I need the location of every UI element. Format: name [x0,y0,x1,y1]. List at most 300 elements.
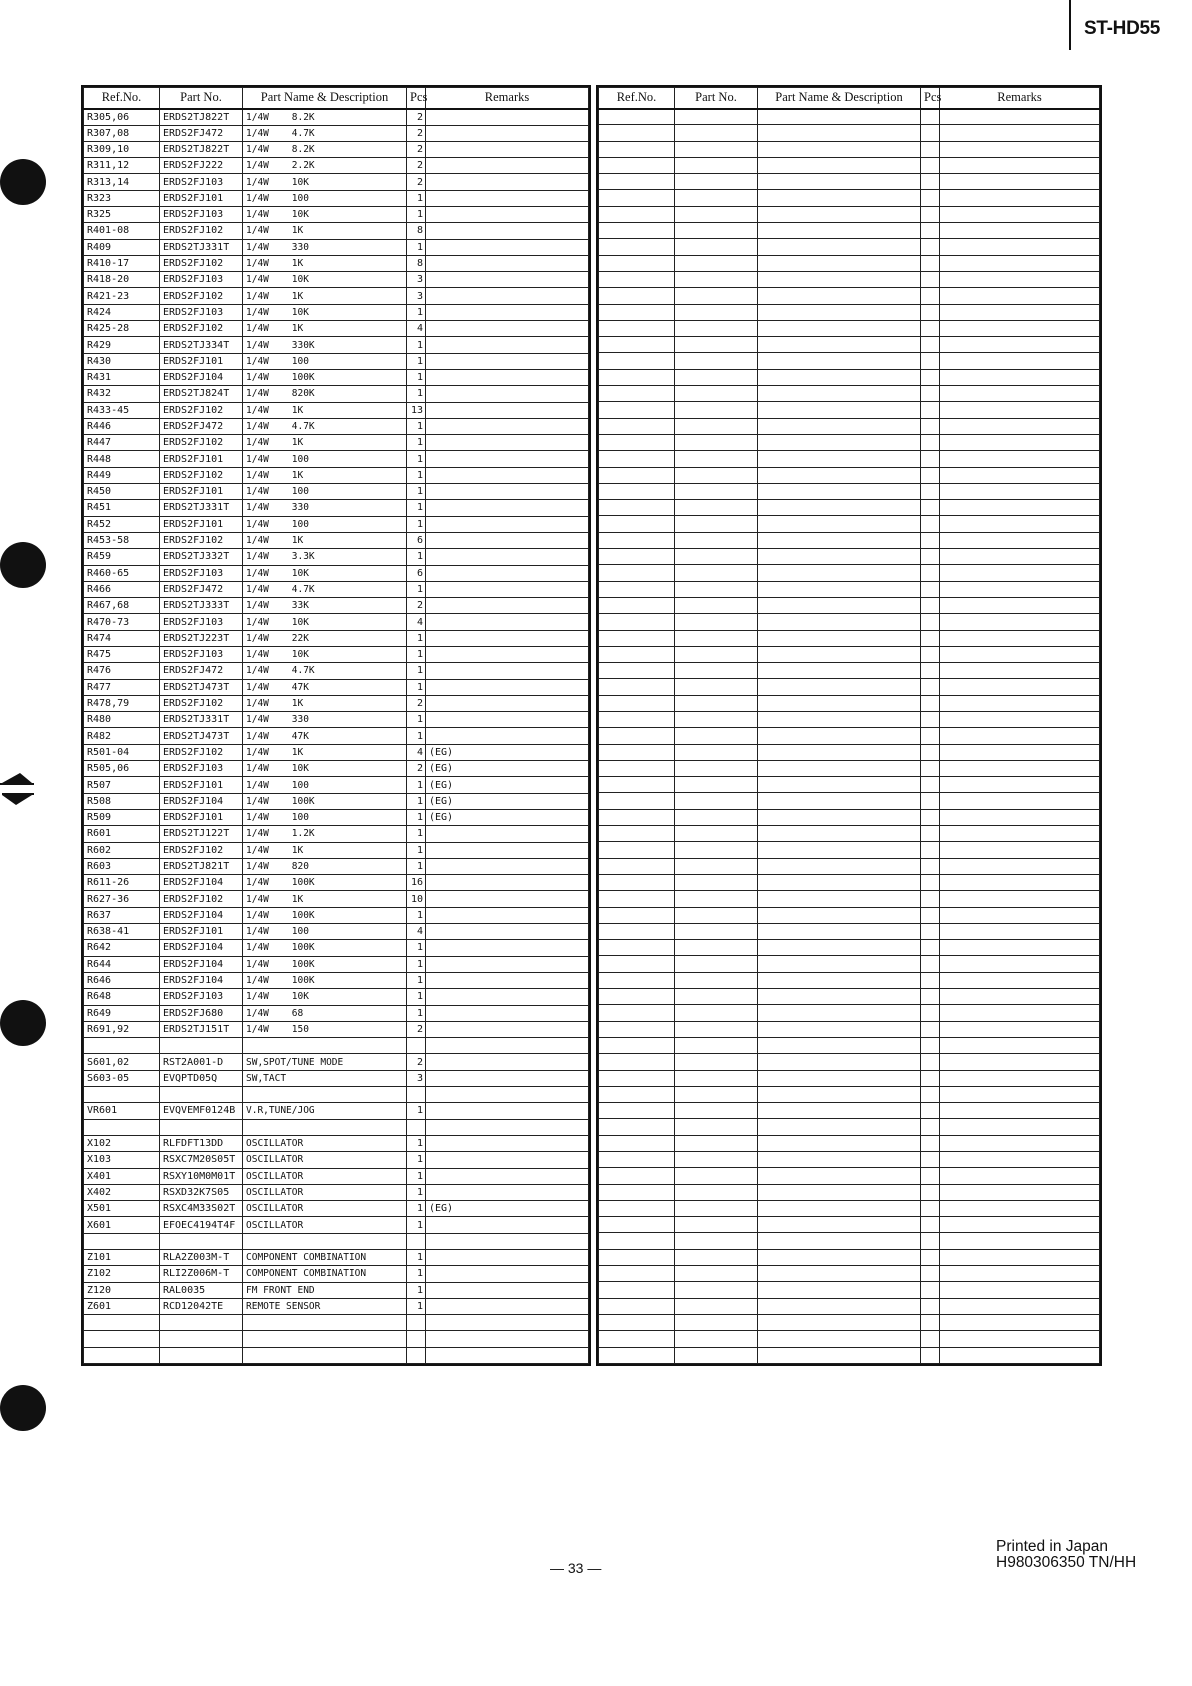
part-no-cell: ERDS2FJ104 [160,907,243,923]
description-cell: OSCILLATOR [243,1135,407,1151]
empty-cell [921,255,940,271]
ref-cell: R505,06 [84,761,160,777]
empty-cell [940,972,1100,988]
empty-cell [675,1005,758,1021]
empty-table-row [599,614,1100,630]
table-row [84,467,589,483]
description-cell [243,1087,407,1103]
remarks-cell [426,500,589,516]
ref-cell: R451 [84,500,160,516]
part-no-cell: ERDS2FJ102 [160,435,243,451]
pcs-cell: 1 [407,1201,426,1217]
table-row [84,418,589,434]
pcs-cell: 1 [407,581,426,597]
pcs-cell: 1 [407,190,426,206]
part-no-cell [160,1087,243,1103]
empty-cell [758,1021,921,1037]
empty-cell [940,109,1100,125]
empty-cell [940,500,1100,516]
description-cell: 1/4W 100K [243,875,407,891]
empty-table-row [599,1021,1100,1037]
remarks-cell: (EG) [426,761,589,777]
part-no-cell: ERDS2FJ103 [160,174,243,190]
empty-table-row [599,304,1100,320]
table-row [84,891,589,907]
empty-cell [599,1200,675,1216]
part-no-cell: ERDS2TJ824T [160,386,243,402]
header-part: Part No. [160,88,243,109]
empty-cell [599,1233,675,1249]
table-row [84,223,589,239]
remarks-cell [426,679,589,695]
table-row [84,940,589,956]
pcs-cell: 1 [407,386,426,402]
part-no-cell: RLFDFT13DD [160,1135,243,1151]
table-row [84,532,589,548]
empty-cell [675,597,758,613]
table-row [84,581,589,597]
pcs-cell: 1 [407,484,426,500]
empty-cell [599,1168,675,1184]
remarks-cell [426,924,589,940]
description-cell: 1/4W 10K [243,761,407,777]
description-cell: 1/4W 1.2K [243,826,407,842]
table-row [84,288,589,304]
empty-cell [940,1184,1100,1200]
empty-cell [675,1086,758,1102]
description-cell: 1/4W 10K [243,647,407,663]
empty-cell [940,451,1100,467]
empty-cell [599,891,675,907]
empty-cell [599,549,675,565]
description-cell: 1/4W 1K [243,891,407,907]
ref-cell: R470-73 [84,614,160,630]
empty-cell [599,1347,675,1363]
ref-cell: R432 [84,386,160,402]
empty-cell [921,467,940,483]
pcs-cell: 2 [407,174,426,190]
empty-cell [921,1249,940,1265]
pcs-cell: 1 [407,712,426,728]
table-row [84,435,589,451]
empty-cell [921,320,940,336]
remarks-cell [426,125,589,141]
ref-cell: R638-41 [84,924,160,940]
empty-cell [675,1021,758,1037]
empty-cell [940,956,1100,972]
description-cell [243,1315,407,1331]
empty-cell [599,581,675,597]
empty-cell [758,663,921,679]
empty-cell [921,581,940,597]
empty-cell [599,369,675,385]
empty-cell [758,1168,921,1184]
header-remarks: Remarks [940,88,1100,109]
table-row [84,1217,589,1233]
empty-cell [940,1021,1100,1037]
empty-cell [940,728,1100,744]
remarks-cell [426,956,589,972]
empty-cell [921,597,940,613]
ref-cell: R448 [84,451,160,467]
empty-cell [675,369,758,385]
empty-table-row [599,826,1100,842]
header-desc: Part Name & Description [243,88,407,109]
empty-cell [940,337,1100,353]
empty-table-row [599,1233,1100,1249]
empty-cell [921,157,940,173]
empty-cell [940,1054,1100,1070]
empty-cell [758,1070,921,1086]
part-no-cell: ERDS2FJ103 [160,304,243,320]
empty-cell [921,109,940,125]
table-row [84,206,589,222]
empty-cell [675,1282,758,1298]
pcs-cell: 1 [407,858,426,874]
empty-cell [675,614,758,630]
empty-cell [758,565,921,581]
description-cell: 1/4W 68 [243,1005,407,1021]
print-info [996,1539,1136,1571]
description-cell: 1/4W 100 [243,516,407,532]
description-cell: COMPONENT COMBINATION [243,1266,407,1282]
empty-table-row [599,516,1100,532]
empty-cell [599,663,675,679]
empty-cell [921,826,940,842]
part-no-cell: ERDS2FJ472 [160,125,243,141]
part-no-cell: ERDS2FJ101 [160,809,243,825]
ref-cell: R446 [84,418,160,434]
empty-cell [599,1054,675,1070]
empty-table-row [599,1184,1100,1200]
part-no-cell: ERDS2FJ103 [160,761,243,777]
remarks-cell [426,842,589,858]
part-no-cell: ERDS2FJ102 [160,467,243,483]
description-cell: 1/4W 330 [243,239,407,255]
empty-cell [675,956,758,972]
empty-cell [758,141,921,157]
ref-cell [84,1233,160,1249]
empty-cell [599,288,675,304]
empty-cell [599,223,675,239]
empty-cell [940,679,1100,695]
remarks-cell [426,1152,589,1168]
part-no-cell: ERDS2FJ102 [160,321,243,337]
description-cell: V.R,TUNE/JOG [243,1103,407,1119]
part-no-cell: ERDS2FJ101 [160,353,243,369]
ref-cell: R409 [84,239,160,255]
ref-cell: R611-26 [84,875,160,891]
empty-cell [599,630,675,646]
empty-cell [599,418,675,434]
table-row [84,761,589,777]
remarks-cell [426,907,589,923]
ref-cell: R430 [84,353,160,369]
ref-cell: R649 [84,1005,160,1021]
empty-cell [758,1103,921,1119]
ref-cell [84,1331,160,1347]
description-cell: 1/4W 1K [243,532,407,548]
table-row [84,337,589,353]
empty-cell [940,907,1100,923]
table-row [84,695,589,711]
empty-cell [921,125,940,141]
empty-cell [758,907,921,923]
remarks-cell [426,1070,589,1086]
empty-cell [940,809,1100,825]
empty-cell [921,369,940,385]
table-row [84,1038,589,1054]
empty-cell [921,1347,940,1363]
empty-cell [599,1037,675,1053]
part-no-cell: ERDS2FJ101 [160,924,243,940]
empty-cell [921,630,940,646]
pcs-cell: 2 [407,141,426,157]
empty-cell [675,483,758,499]
empty-table-row [599,1135,1100,1151]
remarks-cell [426,304,589,320]
part-no-cell: ERDS2FJ680 [160,1005,243,1021]
remarks-cell [426,1087,589,1103]
ref-cell: R603 [84,858,160,874]
remarks-cell [426,272,589,288]
empty-cell [675,1037,758,1053]
description-cell: 1/4W 330 [243,712,407,728]
empty-cell [675,760,758,776]
part-no-cell: ERDS2FJ102 [160,532,243,548]
remarks-cell [426,369,589,385]
pcs-cell: 1 [407,777,426,793]
empty-cell [675,1298,758,1314]
description-cell: SW,TACT [243,1070,407,1086]
table-row [84,190,589,206]
remarks-cell [426,1119,589,1135]
remarks-cell [426,353,589,369]
empty-cell [599,271,675,287]
part-no-cell: EFOEC4194T4F [160,1217,243,1233]
empty-cell [940,711,1100,727]
pcs-cell: 6 [407,532,426,548]
empty-table-row [599,141,1100,157]
part-no-cell: ERDS2FJ472 [160,663,243,679]
table-row [84,1266,589,1282]
empty-cell [940,1086,1100,1102]
empty-table-row [599,1249,1100,1265]
empty-cell [675,467,758,483]
empty-cell [921,728,940,744]
pcs-cell: 1 [407,728,426,744]
part-no-cell: RSXC7M20S05T [160,1152,243,1168]
table-row [84,109,589,126]
description-cell: 1/4W 4.7K [243,581,407,597]
description-cell: 1/4W 100K [243,369,407,385]
empty-cell [921,565,940,581]
table-row [84,141,589,157]
remarks-cell [426,532,589,548]
empty-cell [940,1152,1100,1168]
description-cell: 1/4W 10K [243,206,407,222]
part-no-cell: RSXD32K7S05 [160,1184,243,1200]
pcs-cell: 1 [407,1135,426,1151]
ref-cell: R452 [84,516,160,532]
empty-cell [599,809,675,825]
remarks-cell [426,337,589,353]
remarks-cell [426,516,589,532]
ref-cell: R478,79 [84,695,160,711]
remarks-cell [426,598,589,614]
empty-cell [921,744,940,760]
ref-cell: R401-08 [84,223,160,239]
part-no-cell: ERDS2FJ102 [160,891,243,907]
empty-cell [758,109,921,125]
empty-cell [758,1119,921,1135]
empty-cell [599,1314,675,1330]
table-row [84,679,589,695]
empty-cell [758,581,921,597]
part-no-cell: ERDS2FJ104 [160,369,243,385]
ref-cell: R691,92 [84,1021,160,1037]
pcs-cell: 2 [407,1021,426,1037]
remarks-cell [426,647,589,663]
table-row [84,1201,589,1217]
empty-cell [758,842,921,858]
empty-cell [758,337,921,353]
description-cell [243,1119,407,1135]
description-cell: 1/4W 100 [243,809,407,825]
table-row [84,321,589,337]
empty-cell [758,418,921,434]
ref-cell: R307,08 [84,125,160,141]
ref-cell: R410-17 [84,255,160,271]
description-cell: 1/4W 100 [243,924,407,940]
description-cell: 1/4W 330K [243,337,407,353]
remarks-cell [426,940,589,956]
part-no-cell: ERDS2TJ821T [160,858,243,874]
empty-cell [675,826,758,842]
remarks-cell [426,712,589,728]
empty-cell [758,956,921,972]
empty-cell [940,467,1100,483]
pcs-cell: 1 [407,842,426,858]
part-no-cell [160,1347,243,1363]
empty-table-row [599,206,1100,222]
empty-cell [599,337,675,353]
page-number: — 33 — [550,1560,602,1576]
remarks-cell: (EG) [426,1201,589,1217]
remarks-cell [426,972,589,988]
part-no-cell: ERDS2FJ101 [160,484,243,500]
empty-cell [675,304,758,320]
empty-cell [675,989,758,1005]
empty-cell [758,125,921,141]
ref-cell: R453-58 [84,532,160,548]
part-no-cell: ERDS2FJ104 [160,972,243,988]
header-ref: Ref.No. [84,88,160,109]
empty-cell [599,1103,675,1119]
description-cell: 1/4W 8.2K [243,109,407,126]
ref-cell: X401 [84,1168,160,1184]
empty-table-row [599,500,1100,516]
pcs-cell: 4 [407,744,426,760]
empty-table-row [599,989,1100,1005]
empty-cell [599,174,675,190]
table-row [84,1184,589,1200]
empty-cell [675,141,758,157]
empty-cell [675,581,758,597]
empty-table-row [599,239,1100,255]
remarks-cell [426,875,589,891]
empty-cell [599,255,675,271]
table-row [84,924,589,940]
empty-cell [940,1282,1100,1298]
pcs-cell: 1 [407,679,426,695]
description-cell: 1/4W 1K [243,223,407,239]
empty-table-row [599,1103,1100,1119]
empty-cell [921,337,940,353]
empty-cell [921,663,940,679]
remarks-cell [426,288,589,304]
part-no-cell: ERDS2TJ822T [160,109,243,126]
empty-cell [921,679,940,695]
empty-cell [940,1266,1100,1282]
empty-cell [921,1168,940,1184]
empty-cell [758,239,921,255]
empty-cell [599,434,675,450]
empty-cell [921,141,940,157]
empty-table-row [599,1086,1100,1102]
description-cell: 1/4W 1K [243,288,407,304]
punch-hole-4 [0,1385,46,1431]
ref-cell: R480 [84,712,160,728]
pcs-cell: 1 [407,826,426,842]
pcs-cell: 4 [407,614,426,630]
empty-cell [940,923,1100,939]
empty-cell [758,630,921,646]
empty-cell [921,1135,940,1151]
empty-cell [758,695,921,711]
empty-cell [758,923,921,939]
ref-cell: R418-20 [84,272,160,288]
empty-table-row [599,451,1100,467]
header-part: Part No. [675,88,758,109]
part-no-cell: RST2A001-D [160,1054,243,1070]
ref-cell: R509 [84,809,160,825]
remarks-cell [426,467,589,483]
empty-cell [758,793,921,809]
empty-table-row [599,402,1100,418]
pcs-cell: 6 [407,565,426,581]
description-cell: 1/4W 820K [243,386,407,402]
description-cell: 1/4W 100 [243,484,407,500]
empty-cell [758,500,921,516]
empty-cell [675,532,758,548]
ref-cell: X601 [84,1217,160,1233]
empty-table-row [599,157,1100,173]
empty-cell [758,190,921,206]
remarks-cell [426,206,589,222]
empty-table-row [599,174,1100,190]
empty-table-row [599,728,1100,744]
empty-table-row [599,809,1100,825]
pcs-cell: 2 [407,695,426,711]
ref-cell: R507 [84,777,160,793]
empty-cell [675,1184,758,1200]
remarks-cell [426,141,589,157]
empty-cell [675,565,758,581]
table-header-row [84,88,589,109]
empty-cell [940,532,1100,548]
ref-cell: R431 [84,369,160,385]
